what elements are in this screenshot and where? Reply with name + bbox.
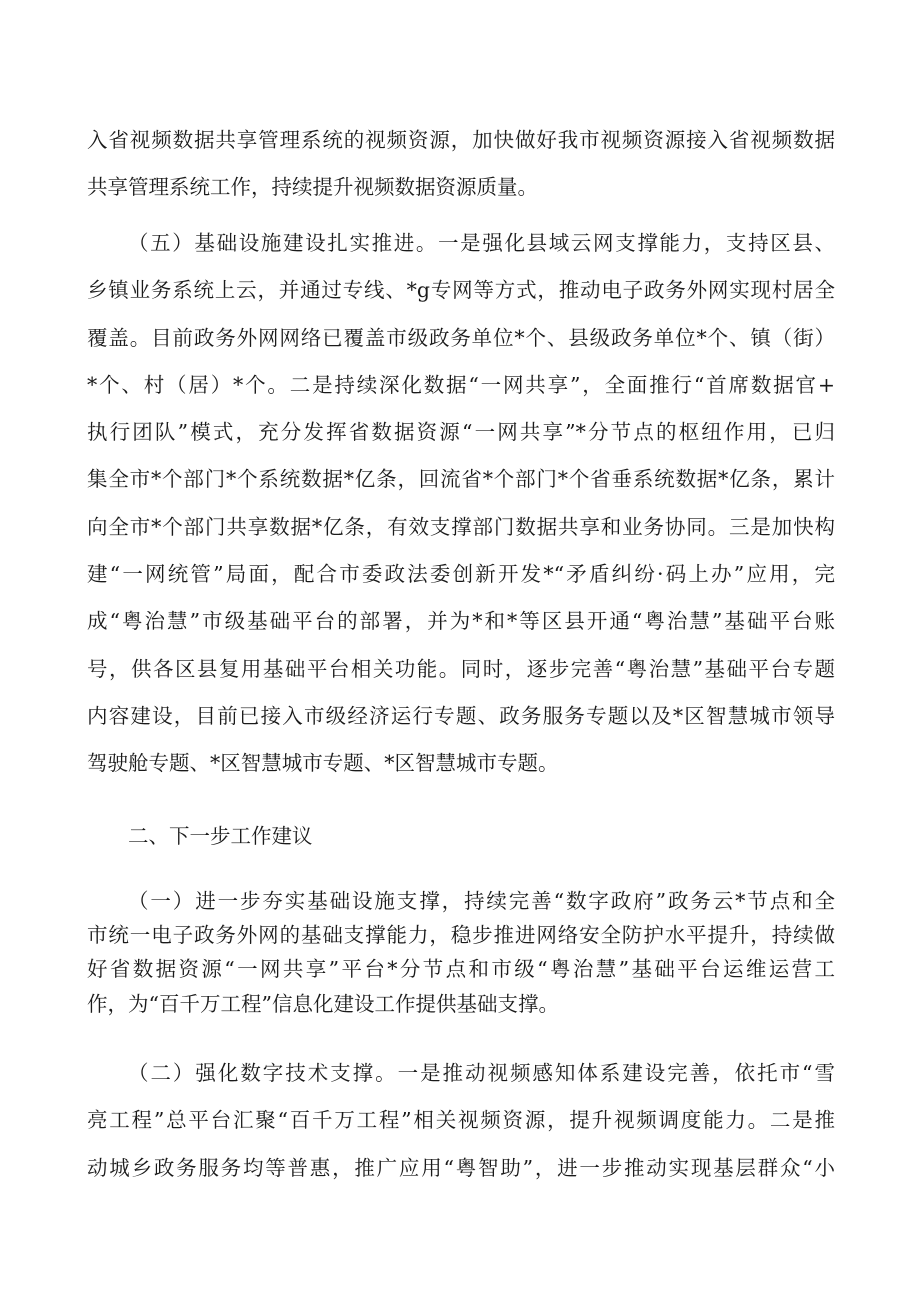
text-line: 动城乡政务服务均等普惠，推广应用“粤智助”，进一步推动实现基层群众“小 [87, 1155, 835, 1180]
paragraph-continued [87, 117, 835, 212]
text-line: 向全市*个部门共享数据*亿条，有效支撑部门数据共享和业务协同。三是加快构 [87, 514, 835, 539]
text-line: 亮工程”总平台汇聚“百千万工程”相关视频资源，提升视频调度能力。二是推 [87, 1108, 835, 1133]
text-line: 成“粤治慧”市级基础平台的部署，并为*和*等区县开通“粤治慧”基础平台账 [87, 609, 835, 634]
paragraph-infrastructure [87, 220, 835, 788]
text-line: 执行团队”模式，充分发挥省数据资源“一网共享”*分节点的枢纽作用，已归 [87, 420, 835, 445]
text-line: （一）进一步夯实基础设施支撑，持续完善“数字政府”政务云*节点和全 [128, 889, 835, 913]
text-line: 建“一网统管”局面，配合市委政法委创新开发*“矛盾纠纷·码上办”应用，完 [87, 562, 835, 587]
text-line: 号，供各区县复用基础平台相关功能。同时，逐步完善“粤治慧”基础平台专题 [87, 656, 835, 681]
heading-next-steps: 二、下一步工作建议 [128, 824, 313, 848]
text-line: 内容建设，目前已接入市级经济运行专题、政务服务专题以及*区智慧城市领导 [87, 703, 835, 728]
text-line: 市统一电子政务外网的基础支撑能力，稳步推进网络安全防护水平提升，持续做 [87, 923, 835, 948]
text-line: 驾驶舱专题、*区智慧城市专题、*区智慧城市专题。 [87, 751, 559, 776]
text-line: 作，为“百千万工程”信息化建设工作提供基础支撑。 [87, 991, 559, 1016]
text-line: （五）基础设施建设扎实推进。一是强化县域云网支撑能力，支持区县、 [128, 231, 835, 255]
section-heading [87, 813, 835, 860]
paragraph-item-2 [87, 1050, 835, 1192]
text-line: 覆盖。目前政务外网网络已覆盖市级政务单位*个、县级政务单位*个、镇（街） [87, 325, 835, 350]
text-line: （二）强化数字技术支撑。一是推动视频感知体系建设完善，依托市“雪 [128, 1061, 835, 1085]
text-line: *个、村（居）*个。二是持续深化数据“一网共享”，全面推行“首席数据官+ [87, 372, 835, 397]
text-line: 好省数据资源“一网共享”平台*分节点和市级“粤治慧”基础平台运维运营工 [87, 957, 835, 982]
paragraph-item-1 [87, 884, 835, 1021]
text-line: 乡镇业务系统上云，并通过专线、*g专网等方式，推动电子政务外网实现村居全 [87, 278, 835, 303]
text-line: 共享管理系统工作，持续提升视频数据资源质量。 [87, 175, 538, 200]
text-line: 入省视频数据共享管理系统的视频资源，加快做好我市视频资源接入省视频数据 [87, 128, 835, 152]
text-line: 集全市*个部门*个系统数据*亿条，回流省*个部门*个省垂系统数据*亿条，累计 [87, 467, 835, 492]
